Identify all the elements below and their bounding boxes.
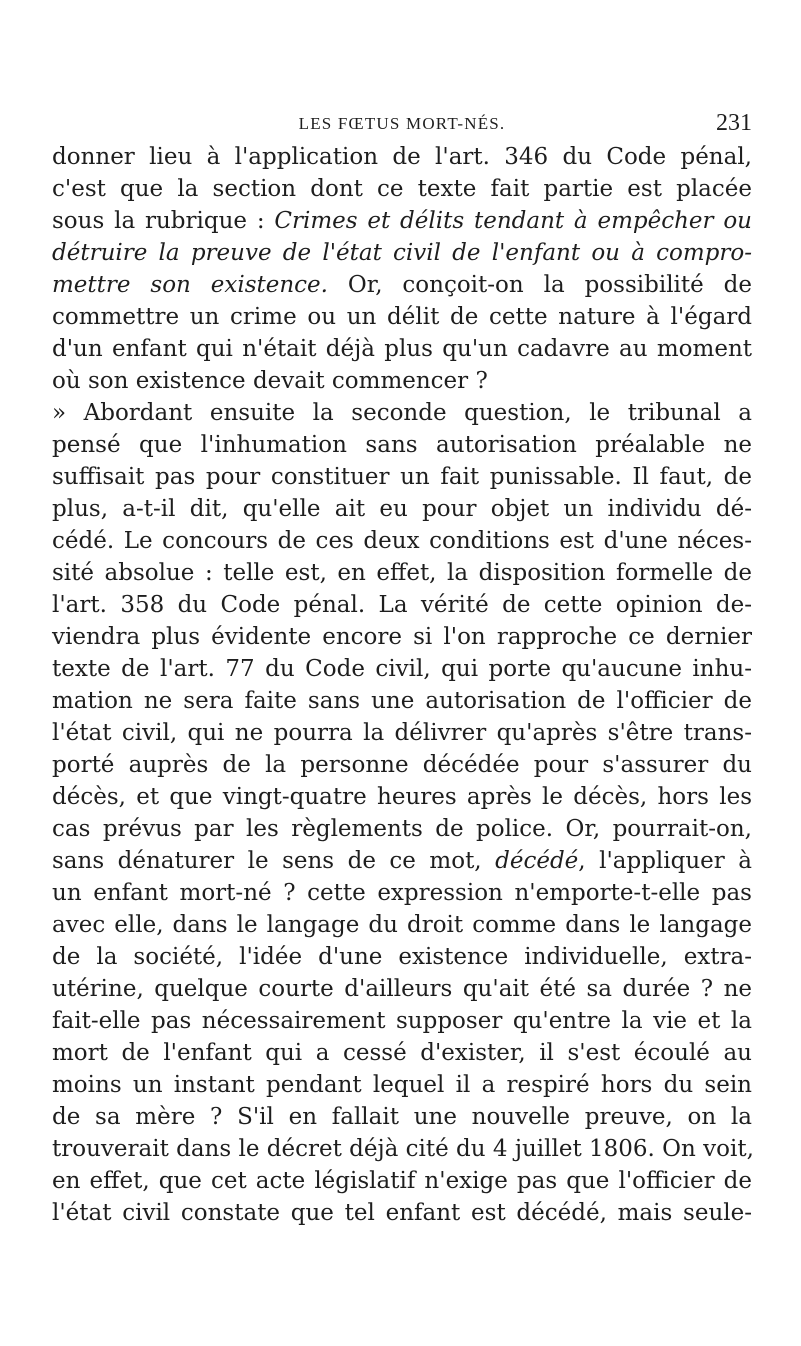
text-line: [52, 1165, 752, 1197]
text-line: [52, 717, 752, 749]
text-segment: c'est que la section dont ce texte fait partie est placée: [52, 176, 752, 202]
text-segment: Or, conçoit-on la possibilité de: [327, 272, 752, 298]
text-line: [52, 205, 752, 237]
text-line: [52, 461, 752, 493]
text-segment: sité absolue : telle est, en effet, la disposition formelle de: [52, 560, 752, 586]
text-line: [52, 1133, 752, 1165]
text-line: [52, 941, 752, 973]
text-segment: l'état civil constate que tel enfant est décédé, mais seule-: [52, 1200, 752, 1226]
text-line: [52, 173, 752, 205]
text-line: [52, 237, 752, 269]
text-segment: , l'appliquer à: [578, 848, 752, 874]
text-line: [52, 589, 752, 621]
text-segment: avec elle, dans le langage du droit comme dans le langage: [52, 912, 752, 938]
text-line: [52, 1069, 752, 1101]
text-line: [52, 813, 752, 845]
text-line: [52, 1037, 752, 1069]
text-segment: cas prévus par les règlements de police. Or, pourrait-on,: [52, 816, 752, 842]
text-segment: sans dénaturer le sens de ce mot,: [52, 848, 496, 874]
italic-text: détruire la preuve de l'état civil de l'enfant ou à compro-: [52, 240, 752, 266]
text-segment: utérine, quelque courte d'ailleurs qu'ait été sa durée ? ne: [52, 976, 752, 1002]
text-segment: viendra plus évidente encore si l'on rapproche ce dernier: [52, 624, 752, 650]
text-segment: décès, et que vingt-quatre heures après le décès, hors les: [52, 784, 752, 810]
text-segment: en effet, que cet acte législatif n'exige pas que l'officier de: [52, 1168, 752, 1194]
body-text: [52, 141, 752, 1229]
text-segment: moins un instant pendant lequel il a respiré hors du sein: [52, 1072, 752, 1098]
italic-text: décédé: [495, 848, 579, 874]
text-segment: de sa mère ? S'il en fallait une nouvelle preuve, on la: [52, 1104, 752, 1130]
text-segment: l'art. 358 du Code pénal. La vérité de cette opinion de-: [52, 592, 752, 618]
text-line: [52, 845, 752, 877]
text-line: [52, 365, 752, 397]
text-line: [52, 781, 752, 813]
text-segment: » Abordant ensuite la seconde question, le tribunal a: [52, 400, 752, 426]
text-line: [52, 301, 752, 333]
text-segment: sous la rubrique :: [52, 208, 275, 234]
running-head: [52, 110, 752, 140]
text-segment: un enfant mort-né ? cette expression n'emporte-t-elle pas: [52, 880, 752, 906]
text-segment: d'un enfant qui n'était déjà plus qu'un cadavre au moment: [52, 336, 752, 362]
text-line: [52, 685, 752, 717]
text-segment: commettre un crime ou un délit de cette nature à l'égard: [52, 304, 752, 330]
text-line: [52, 909, 752, 941]
text-line: [52, 1197, 752, 1229]
text-segment: de la société, l'idée d'une existence individuelle, extra-: [52, 944, 752, 970]
text-line: [52, 749, 752, 781]
text-line: [52, 621, 752, 653]
text-line: [52, 141, 752, 173]
text-line: [52, 333, 752, 365]
text-line: [52, 653, 752, 685]
text-line: [52, 973, 752, 1005]
text-segment: pensé que l'inhumation sans autorisation préalable ne: [52, 432, 752, 458]
page-number: 231: [716, 110, 752, 136]
text-line: [52, 1101, 752, 1133]
text-line: [52, 493, 752, 525]
text-segment: où son existence devait commencer ?: [52, 368, 488, 394]
text-segment: cédé. Le concours de ces deux conditions est d'une néces-: [52, 528, 752, 554]
text-line: [52, 429, 752, 461]
text-line: [52, 397, 752, 429]
text-segment: mation ne sera faite sans une autorisation de l'officier de: [52, 688, 752, 714]
text-line: [52, 1005, 752, 1037]
text-segment: l'état civil, qui ne pourra la délivrer qu'après s'être trans-: [52, 720, 752, 746]
text-segment: mort de l'enfant qui a cessé d'exister, il s'est écoulé au: [52, 1040, 752, 1066]
running-title: LES FŒTUS MORT-NÉS.: [298, 114, 506, 133]
text-line: [52, 877, 752, 909]
text-line: [52, 269, 752, 301]
text-segment: trouverait dans le décret déjà cité du 4 juillet 1806. On voit,: [52, 1136, 754, 1162]
text-segment: suffisait pas pour constituer un fait punissable. Il faut, de: [52, 464, 752, 490]
text-line: [52, 557, 752, 589]
text-segment: texte de l'art. 77 du Code civil, qui porte qu'aucune inhu-: [52, 656, 752, 682]
text-segment: fait-elle pas nécessairement supposer qu'entre la vie et la: [52, 1008, 752, 1034]
italic-text: mettre son existence.: [52, 272, 328, 298]
text-line: [52, 525, 752, 557]
text-segment: donner lieu à l'application de l'art. 346 du Code pénal,: [52, 144, 752, 170]
text-segment: porté auprès de la personne décédée pour s'assurer du: [52, 752, 752, 778]
italic-text: Crimes et délits tendant à empêcher ou: [274, 208, 752, 234]
text-segment: plus, a-t-il dit, qu'elle ait eu pour objet un individu dé-: [52, 496, 752, 522]
